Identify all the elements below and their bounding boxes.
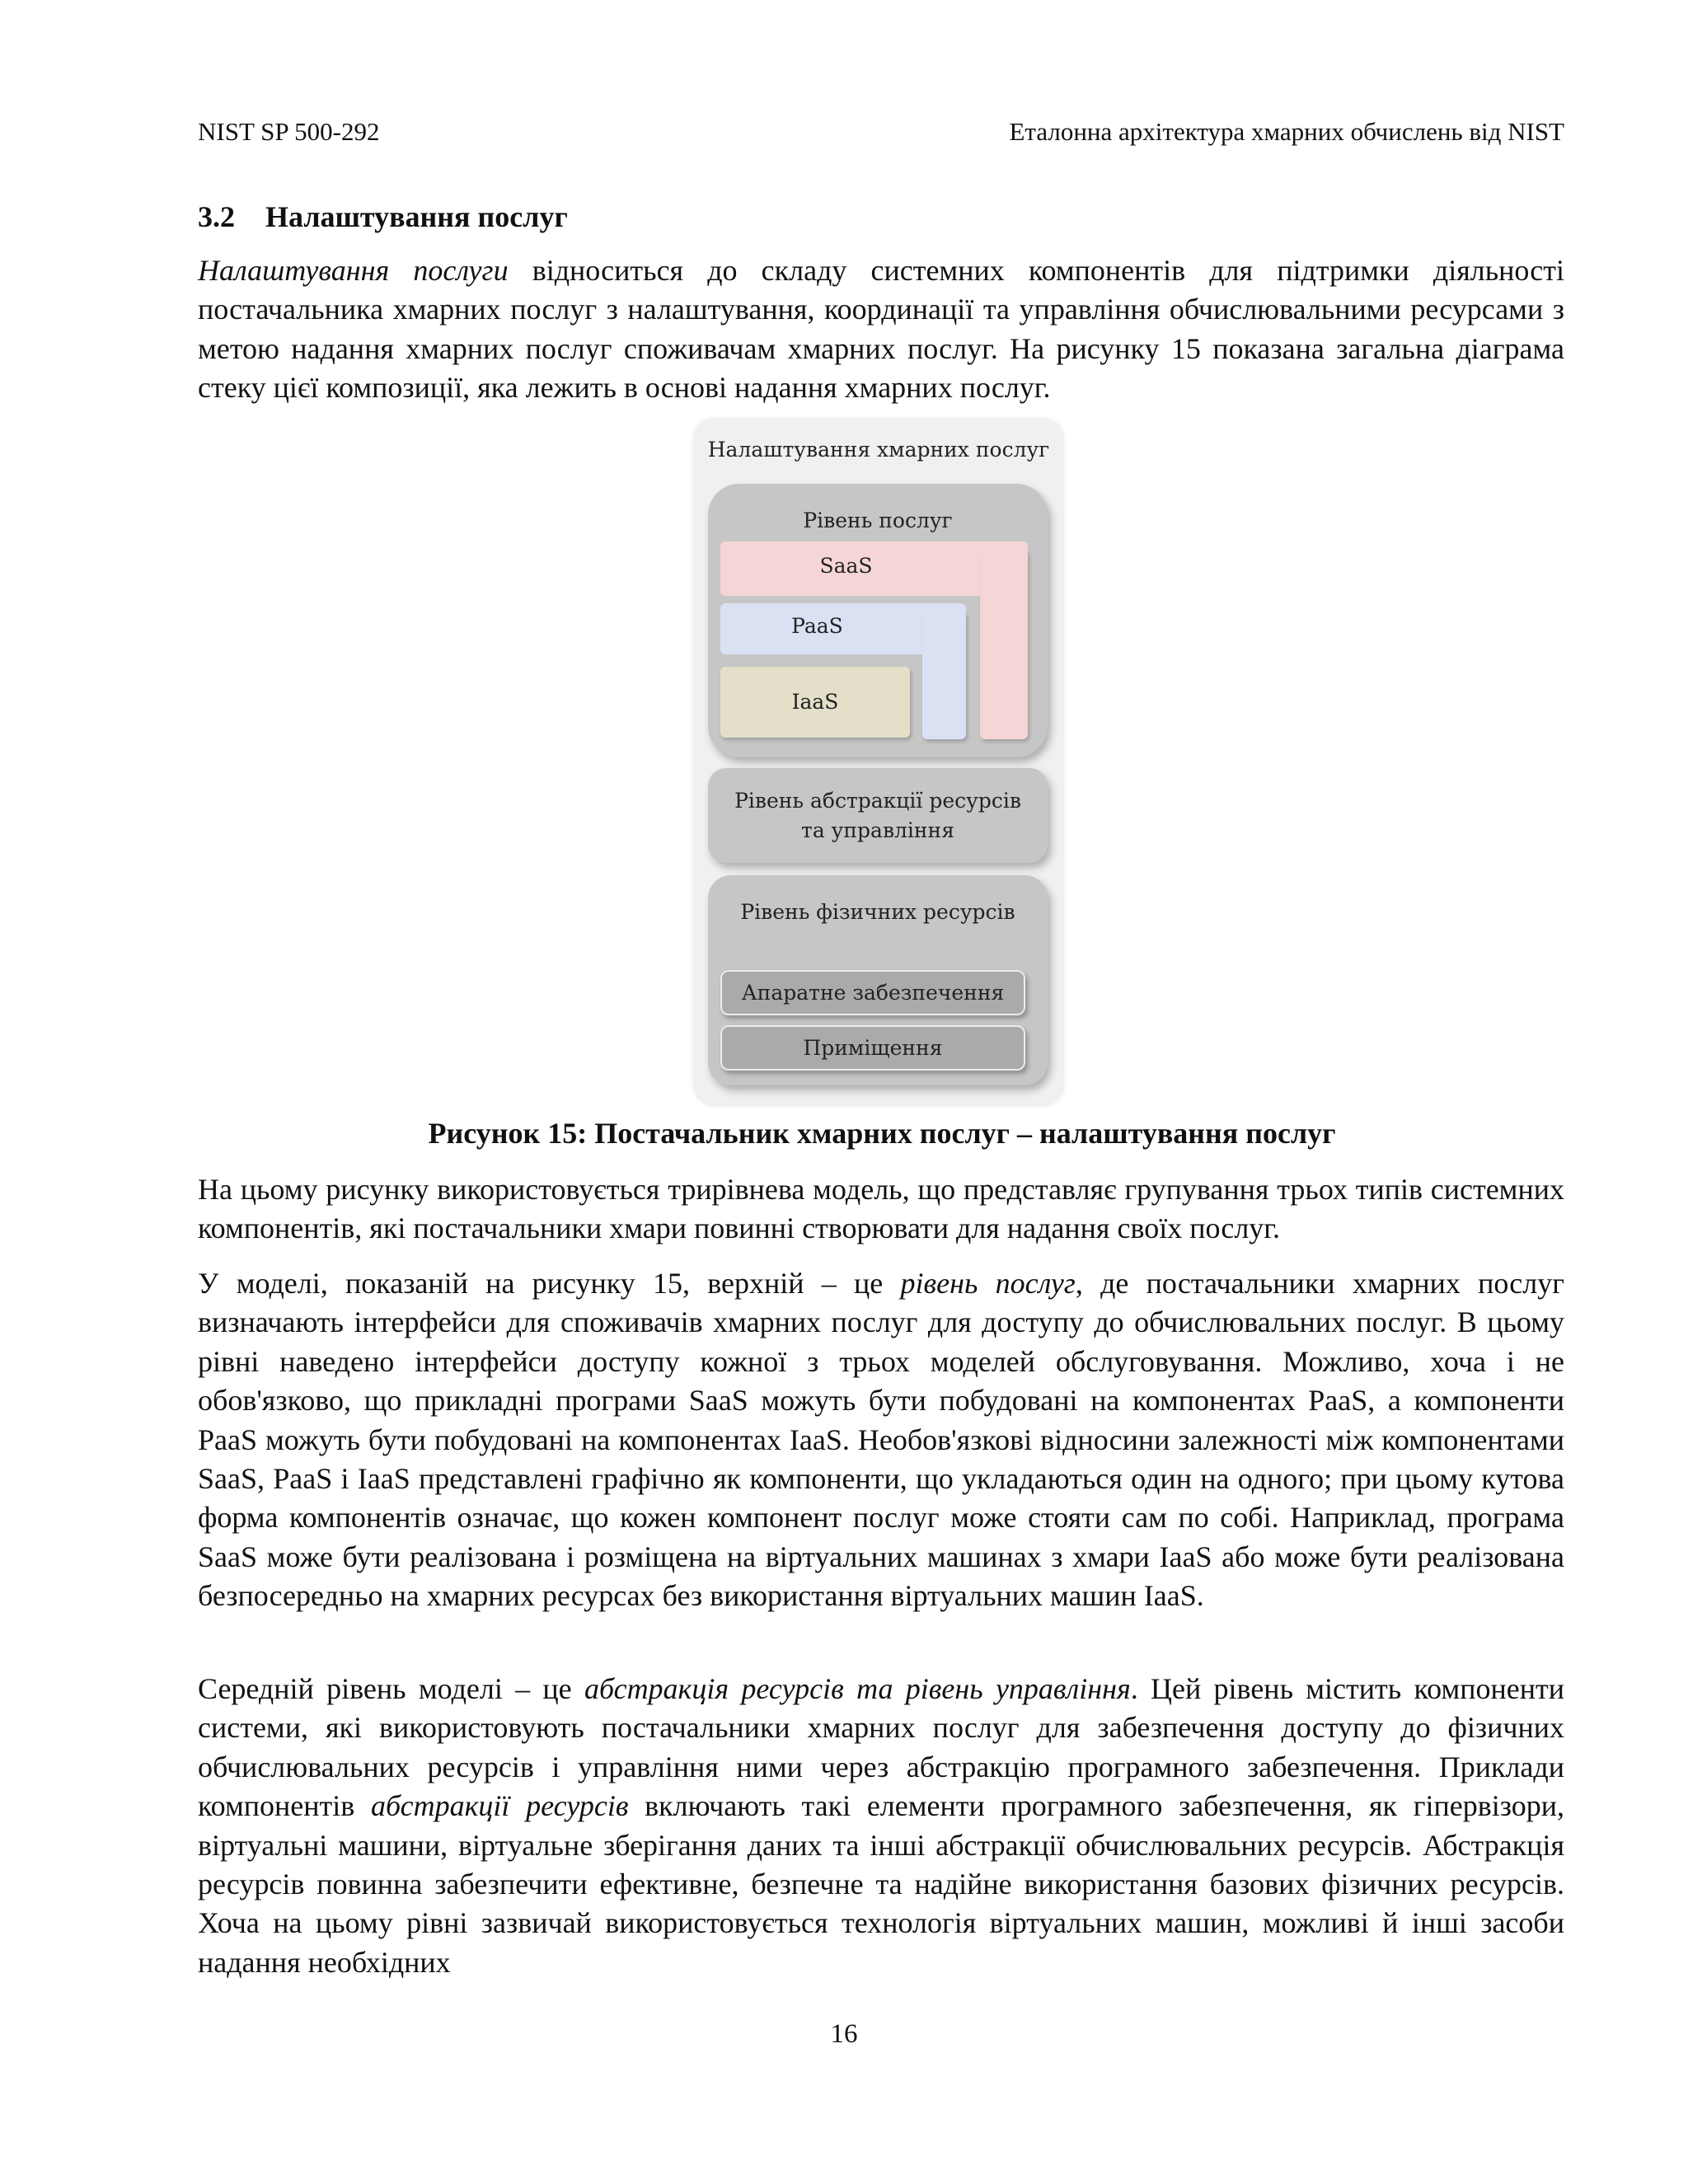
header-document-id: NIST SP 500-292: [198, 117, 380, 146]
physical-resource-layer-box: [708, 875, 1048, 1085]
paragraph-intro: Налаштування послуги відноситься до складу системних компонентів для підтримки діяльності постачальника хмарних послуг з налаштування, координації та управління обчислювальними ресурсами з метою надання хмарних послуг споживачам хмарних послуг. На рисунку 15 показана загальна діаграма стеку цієї композиції, яка лежить в основі надання хмарних послуг.: [198, 254, 1565, 405]
paragraph-three-layer-model: На цьому рисунку використовується трирівнева модель, що представляє групування трьох типів системних компонентів, які постачальники хмари повинні створювати для надання своїх послуг.: [198, 1173, 1564, 1245]
iaas-block: [720, 667, 910, 738]
paas-block-side: [922, 612, 966, 739]
term-service-orchestration: Налаштування послуги: [198, 254, 509, 287]
iaas-label: IaaS: [791, 690, 839, 714]
figure-service-orchestration: [693, 418, 1064, 1106]
service-layer-box: [708, 484, 1048, 757]
paragraph-service-layer: У моделі, показаній на рисунку 15, верхній – це рівень послуг, де постачальники хмарних послуг визначають інтерфейси для споживачів хмарних послуг для доступу до обчислювальних послуг. В цьому рівні наведено інтерфейси доступу кожної з трьох моделей обслуговування. Можливо, хоча і не обов'язково, що прикладні програми SaaS можуть бути побудовані на компонентах PaaS, а компоненти PaaS можуть бути побудовані на компонентах IaaS. Необов'язкові відносини залежності між компонентами SaaS, PaaS і IaaS представлені графічно як компоненти, що укладаються один на одного; при цьому кутова форма компонентів означає, що кожен компонент послуг може стояти сам по собі. Наприклад, програма SaaS може бути реалізована і розміщена на віртуальних машинах з хмари IaaS або може бути реалізована безпосередньо на хмарних ресурсах без використання віртуальних машин IaaS.: [198, 1267, 1565, 1613]
saas-block-side: [980, 550, 1028, 739]
section-number: 3.2: [198, 200, 235, 233]
section-title: Налаштування послуг: [265, 200, 568, 233]
section-heading: [198, 198, 1566, 236]
term-service-layer: рівень послуг: [900, 1267, 1076, 1300]
header-document-title: Еталонна архітектура хмарних обчислень від NIST: [1009, 117, 1564, 146]
resource-abstraction-layer-label: Рівень абстракції ресурсів та управління: [734, 789, 1021, 842]
physical-resource-layer-label: Рівень фізичних ресурсів: [740, 900, 1015, 924]
term-resource-abstraction-layer: абстракція ресурсів та рівень управління: [584, 1672, 1131, 1705]
paas-label: PaaS: [791, 614, 843, 638]
paragraph-abstraction-layer: Середній рівень моделі – це абстракція ресурсів та рівень управління. Цей рівень містить компоненти системи, які використовують постачальники хмарних послуг для забезпечення доступу до фізичних обчислювальних ресурсів і управління ними через абстракцію програмного забезпечення. Приклади компонентів абстракції ресурсів включають такі елементи програмного забезпечення, як гіпервізори, віртуальні машини, віртуальне зберігання даних та інші абстракції обчислювальних ресурсів. Абстракція ресурсів повинна забезпечити ефективне, безпечне та надійне використання базових фізичних ресурсів. Хоча на цьому рівні зазвичай використовується технологія віртуальних машин, можливі й інші засоби надання необхідних: [198, 1672, 1565, 1979]
facility-box: Приміщення: [720, 1025, 1025, 1071]
hardware-box: Апаратне забезпечення: [720, 970, 1025, 1015]
saas-label: SaaS: [819, 554, 873, 578]
figure-caption: Рисунок 15: Постачальник хмарних послуг – налаштування послуг: [428, 1117, 1336, 1150]
resource-abstraction-layer-box: [708, 768, 1048, 863]
service-layer-label: Рівень послуг: [803, 509, 953, 532]
term-resource-abstraction: абстракції ресурсів: [370, 1789, 629, 1823]
page-number: 16: [830, 2019, 858, 2049]
figure-title: Налаштування хмарних послуг: [707, 438, 1050, 462]
